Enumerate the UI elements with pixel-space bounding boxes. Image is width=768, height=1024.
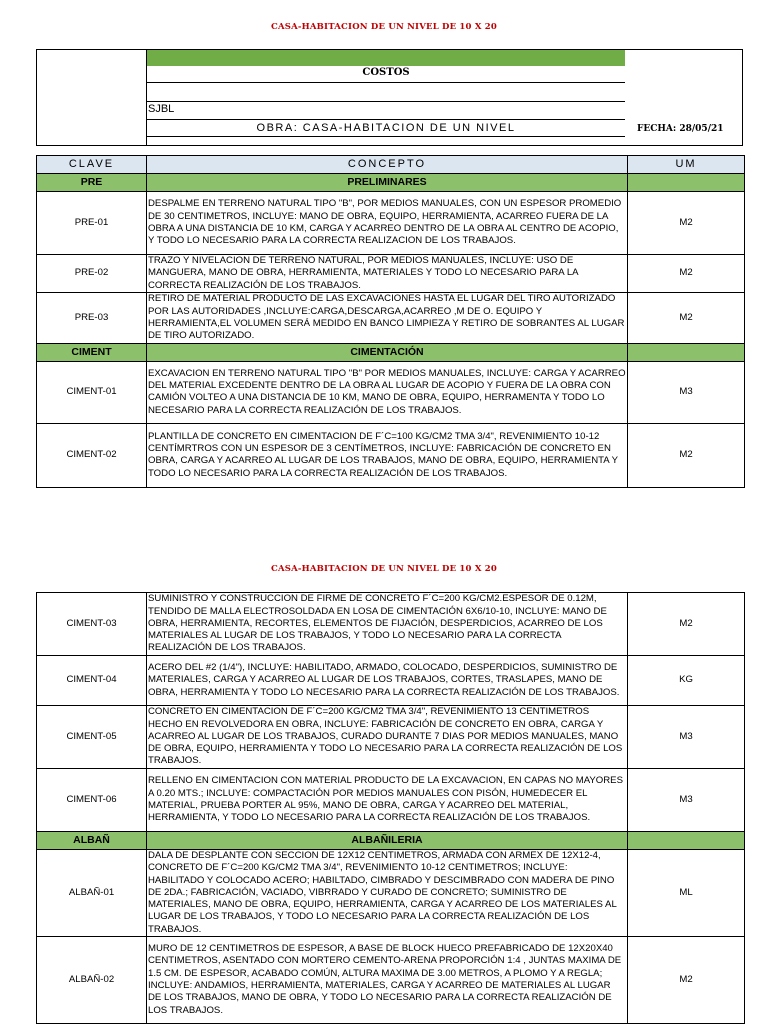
row-clave: ALBAÑ-02 [37, 937, 147, 1024]
column-header-clave: CLAVE [37, 156, 147, 174]
costos-label: COSTOS [362, 67, 410, 78]
row-um: ML [628, 850, 745, 937]
row-concepto: EXCAVACION EN TERRENO NATURAL TIPO "B" POR MEDIOS MANUALES, INCLUYE: CARGA Y ACARREO DEL MATERIAL EXCEDENTE DENTRO DE LA OBRA AL LUGAR DE ACOPIO Y FUERA DE LA OBRA CON CAMIÓN VOLTEO A UNA DISTANCIA DE 10 KM, MANO DE OBRA, EQUIPO, HERRAMENTA Y TODO LO NECESARIO PARA LA CORRECTA REALIZACIÓN DE LOS TRABAJOS. [147, 361, 628, 423]
row-um: M3 [628, 706, 745, 769]
row-concepto: ACERO DEL #2 (1/4"), INCLUYE: HABILITADO, ARMADO, COLOCADO, DESPERDICIOS, SUMINISTRO DE MATERIALES, CARGA Y ACARREO AL LUGAR DE LOS TRABAJOS, CORTES, TRASLAPES, MANO DE OBRA, HERRAMIENTA Y TODO LO NECESARIO PARA LA CORRECTA REALIZACIÓN DE LOS TRABAJOS. [147, 656, 628, 706]
row-um: M2 [628, 593, 745, 656]
row-um: M3 [628, 769, 745, 832]
table-row [37, 706, 745, 769]
section-um [628, 174, 745, 192]
row-clave: CIMENT-05 [37, 706, 147, 769]
section-row-albanileria [37, 832, 745, 850]
row-um: M2 [628, 423, 745, 487]
section-name: CIMENTACIÓN [147, 343, 628, 361]
row-concepto: RELLENO EN CIMENTACION CON MATERIAL PRODUCTO DE LA EXCAVACION, EN CAPAS NO MAYORES A 0.20 MTS.; INCLUYE: COMPACTACIÓN POR MEDIOS MANUALES CON PISÓN, HUMEDECER EL MATERIAL, PRUEBA PORTER AL 95%, MANO DE OBRA, CARGA Y ACARREO DEL MATERIAL, HERRAMIENTA, Y TODO LO NECESARIO PARA LA CORRECTA REALIZACIÓN DE LOS TRABAJOS. [147, 769, 628, 832]
header-rule [147, 136, 625, 137]
row-um: M2 [628, 292, 745, 343]
row-clave: CIMENT-06 [37, 769, 147, 832]
row-concepto: SUMINISTRO Y CONSTRUCCION DE FIRME DE CONCRETO F´C=200 KG/CM2.ESPESOR DE 0.12M, TENDIDO DE MALLA ELECTROSOLDADA EN LOSA DE CIMENTACIÓN 6X6/10-10, INCLUYE: MANO DE OBRA, HERRAMIENTA, RECORTES, ELEMENTOS DE FIJACIÓN, DESPERDICIOS, ACARREO DE LOS MATERIALES AL LUGAR DE LOS TRABAJOS, Y TODO LO NECESARIO PARA LA CORRECTA REALIZACIÓN DE LOS TRABAJOS. [147, 593, 628, 656]
row-clave: PRE-01 [37, 192, 147, 255]
table-row [37, 769, 745, 832]
table-row [37, 850, 745, 937]
row-clave: CIMENT-01 [37, 361, 147, 423]
row-um: M2 [628, 255, 745, 293]
section-name: PRELIMINARES [147, 174, 628, 192]
section-row-preliminares [37, 174, 745, 192]
row-concepto: TRAZO Y NIVELACION DE TERRENO NATURAL, POR MEDIOS MANUALES, INCLUYE: USO DE MANGUERA, MANO DE OBRA, HERRAMIENTA, MATERIALES Y TODO LO NECESARIO PARA LA CORRECTA REALIZACIÓN DE LOS TRABAJOS. [147, 255, 628, 293]
row-clave: PRE-03 [37, 292, 147, 343]
header-rule [147, 119, 625, 120]
page-title-repeat: CASA-HABITACION DE UN NIVEL DE 10 X 20 [270, 564, 498, 574]
table-row [37, 937, 745, 1024]
row-concepto: MURO DE 12 CENTIMETROS DE ESPESOR, A BASE DE BLOCK HUECO PREFABRICADO DE 12X20X40 CENTIMETROS, ASENTADO CON MORTERO CEMENTO-ARENA PROPORCIÓN 1:4 , JUNTAS MAXIMA DE 1.5 CM. DE ESPESOR, ACABADO COMÚN, ALTURA MAXIMA DE 3.00 METROS, A PLOMO Y A REGLA; INCLUYE: ANDAMIOS, HERRAMIENTA, MATERIALES, CARGA Y ACARREO DE MATERIALES AL LUGAR DE LOS TRABAJOS, MANO DE OBRA, Y TODO LO NECESARIO PARA LA CORRECTA REALIZACIÓN DE LOS TRABAJOS. [147, 937, 628, 1024]
row-concepto: CONCRETO EN CIMENTACION DE F´C=200 KG/CM2 TMA 3/4", REVENIMIENTO 13 CENTIMETROS HECHO EN REVOLVEDORA EN OBRA, INCLUYE: FABRICACIÓN DE CONCRETO EN OBRA, CARGA Y ACARREO AL LUGAR DE LOS TRABAJOS, CURADO DURANTE 7 DIAS POR MEDIOS MANUALES, MANO DE OBRA, EQUIPO, HERRAMIENTA Y TODO LO NECESARIO PARA LA CORRECTA REALIZACIÓN DE LOS TRABAJOS. [147, 706, 628, 769]
section-row-cimentacion [37, 343, 745, 361]
costs-table-page-2 [36, 592, 745, 1024]
section-name: ALBAÑILERIA [147, 832, 628, 850]
section-um [628, 343, 745, 361]
row-um: M2 [628, 192, 745, 255]
table-row [37, 593, 745, 656]
column-header-concepto: CONCEPTO [147, 156, 628, 174]
header-green-bar [147, 50, 625, 66]
table-row [37, 192, 745, 255]
header-rule [147, 101, 625, 102]
table-header-row [37, 156, 745, 174]
table-row [37, 292, 745, 343]
row-um: M2 [628, 937, 745, 1024]
row-concepto: DESPALME EN TERRENO NATURAL TIPO "B", POR MEDIOS MANUALES, CON UN ESPESOR PROMEDIO DE 30 CENTIMETROS, INCLUYE: MANO DE OBRA, EQUIPO, HERRAMIENTA, ACARREO FUERA DE LA OBRA A UNA DISTANCIA DE 10 KM, CARGA Y ACARREO DENTRO DE LA OBRA AL CENTRO DE ACOPIO, Y TODO LO NECESARIO PARA LA CORRECTA REALIZACION DE LOS TRABAJOS. [147, 192, 628, 255]
costs-table-page-1 [36, 155, 745, 488]
row-concepto: RETIRO DE MATERIAL PRODUCTO DE LAS EXCAVACIONES HASTA EL LUGAR DEL TIRO AUTORIZADO POR LAS AUTORIDADES ,INCLUYE:CARGA,DESCARGA,ACARREO ,M DE O. EQUIPO Y HERRAMIENTA,EL VOLUMEN SERÁ MEDIDO EN BANCO LIMPIEZA Y RETIRO DE SOBRANTES AL LUGAR DE TIRO AUTORIZADO. [147, 292, 628, 343]
table-row [37, 656, 745, 706]
fecha-label: FECHA: 28/05/21 [637, 124, 724, 134]
section-code: ALBAÑ [37, 832, 147, 850]
table-row [37, 423, 745, 487]
row-clave: CIMENT-02 [37, 423, 147, 487]
section-code: PRE [37, 174, 147, 192]
row-um: KG [628, 656, 745, 706]
row-concepto: DALA DE DESPLANTE CON SECCION DE 12X12 CENTIMETROS, ARMADA CON ARMEX DE 12X12-4, CONCRETO DE F´C=200 KG/CM2 TMA 3/4", REVENIMIENTO 10-12 CENTIMETROS; INCLUYE: HABILITADO Y COLOCADO ACERO; HABILTADO, CIMBRADO Y DESCIMBRADO CON MADERA DE PINO DE 2DA.; FABRICACIÓN, VACIADO, VIBRRADO Y CURADO DE CONCRETO; SUMINISTRO DE MATERIALES, MANO DE OBRA, EQUIPO, HERRAMIENTA, CARGA Y ACARREO DE LOS MATERIALES AL LUGAR DE LOS TRABAJOS, Y TODO LO NECESARIO PARA LA CORRECTA REALIZACIÓN DE LOS TRABAJOS. [147, 850, 628, 937]
column-header-um: UM [628, 156, 745, 174]
row-concepto: PLANTILLA DE CONCRETO EN CIMENTACION DE F´C=100 KG/CM2 TMA 3/4", REVENIMIENTO 10-12 CENTÍMRTROS CON UN ESPESOR DE 3 CENTÍMETROS, INCLUYE: FABRICACIÓN DE CONCRETO EN OBRA, CARGA Y ACARREO AL LUGAR DE LOS TRABAJOS, MANO DE OBRA, EQUIPO, HERRAMIENTA Y TODO LO NECESARIO PARA LA CORRECTA REALIZACIÓN DE LOS TRABAJOS. [147, 423, 628, 487]
company-name: SJBL [148, 103, 175, 115]
table-row [37, 255, 745, 293]
document-header [36, 49, 743, 146]
row-clave: ALBAÑ-01 [37, 850, 147, 937]
header-rule [147, 82, 625, 83]
obra-title: OBRA: CASA-HABITACION DE UN NIVEL [256, 122, 516, 134]
row-clave: CIMENT-03 [37, 593, 147, 656]
table-row [37, 361, 745, 423]
section-um [628, 832, 745, 850]
row-clave: CIMENT-04 [37, 656, 147, 706]
row-clave: PRE-02 [37, 255, 147, 293]
row-um: M3 [628, 361, 745, 423]
section-code: CIMENT [37, 343, 147, 361]
page-title: CASA-HABITACION DE UN NIVEL DE 10 X 20 [270, 22, 498, 32]
